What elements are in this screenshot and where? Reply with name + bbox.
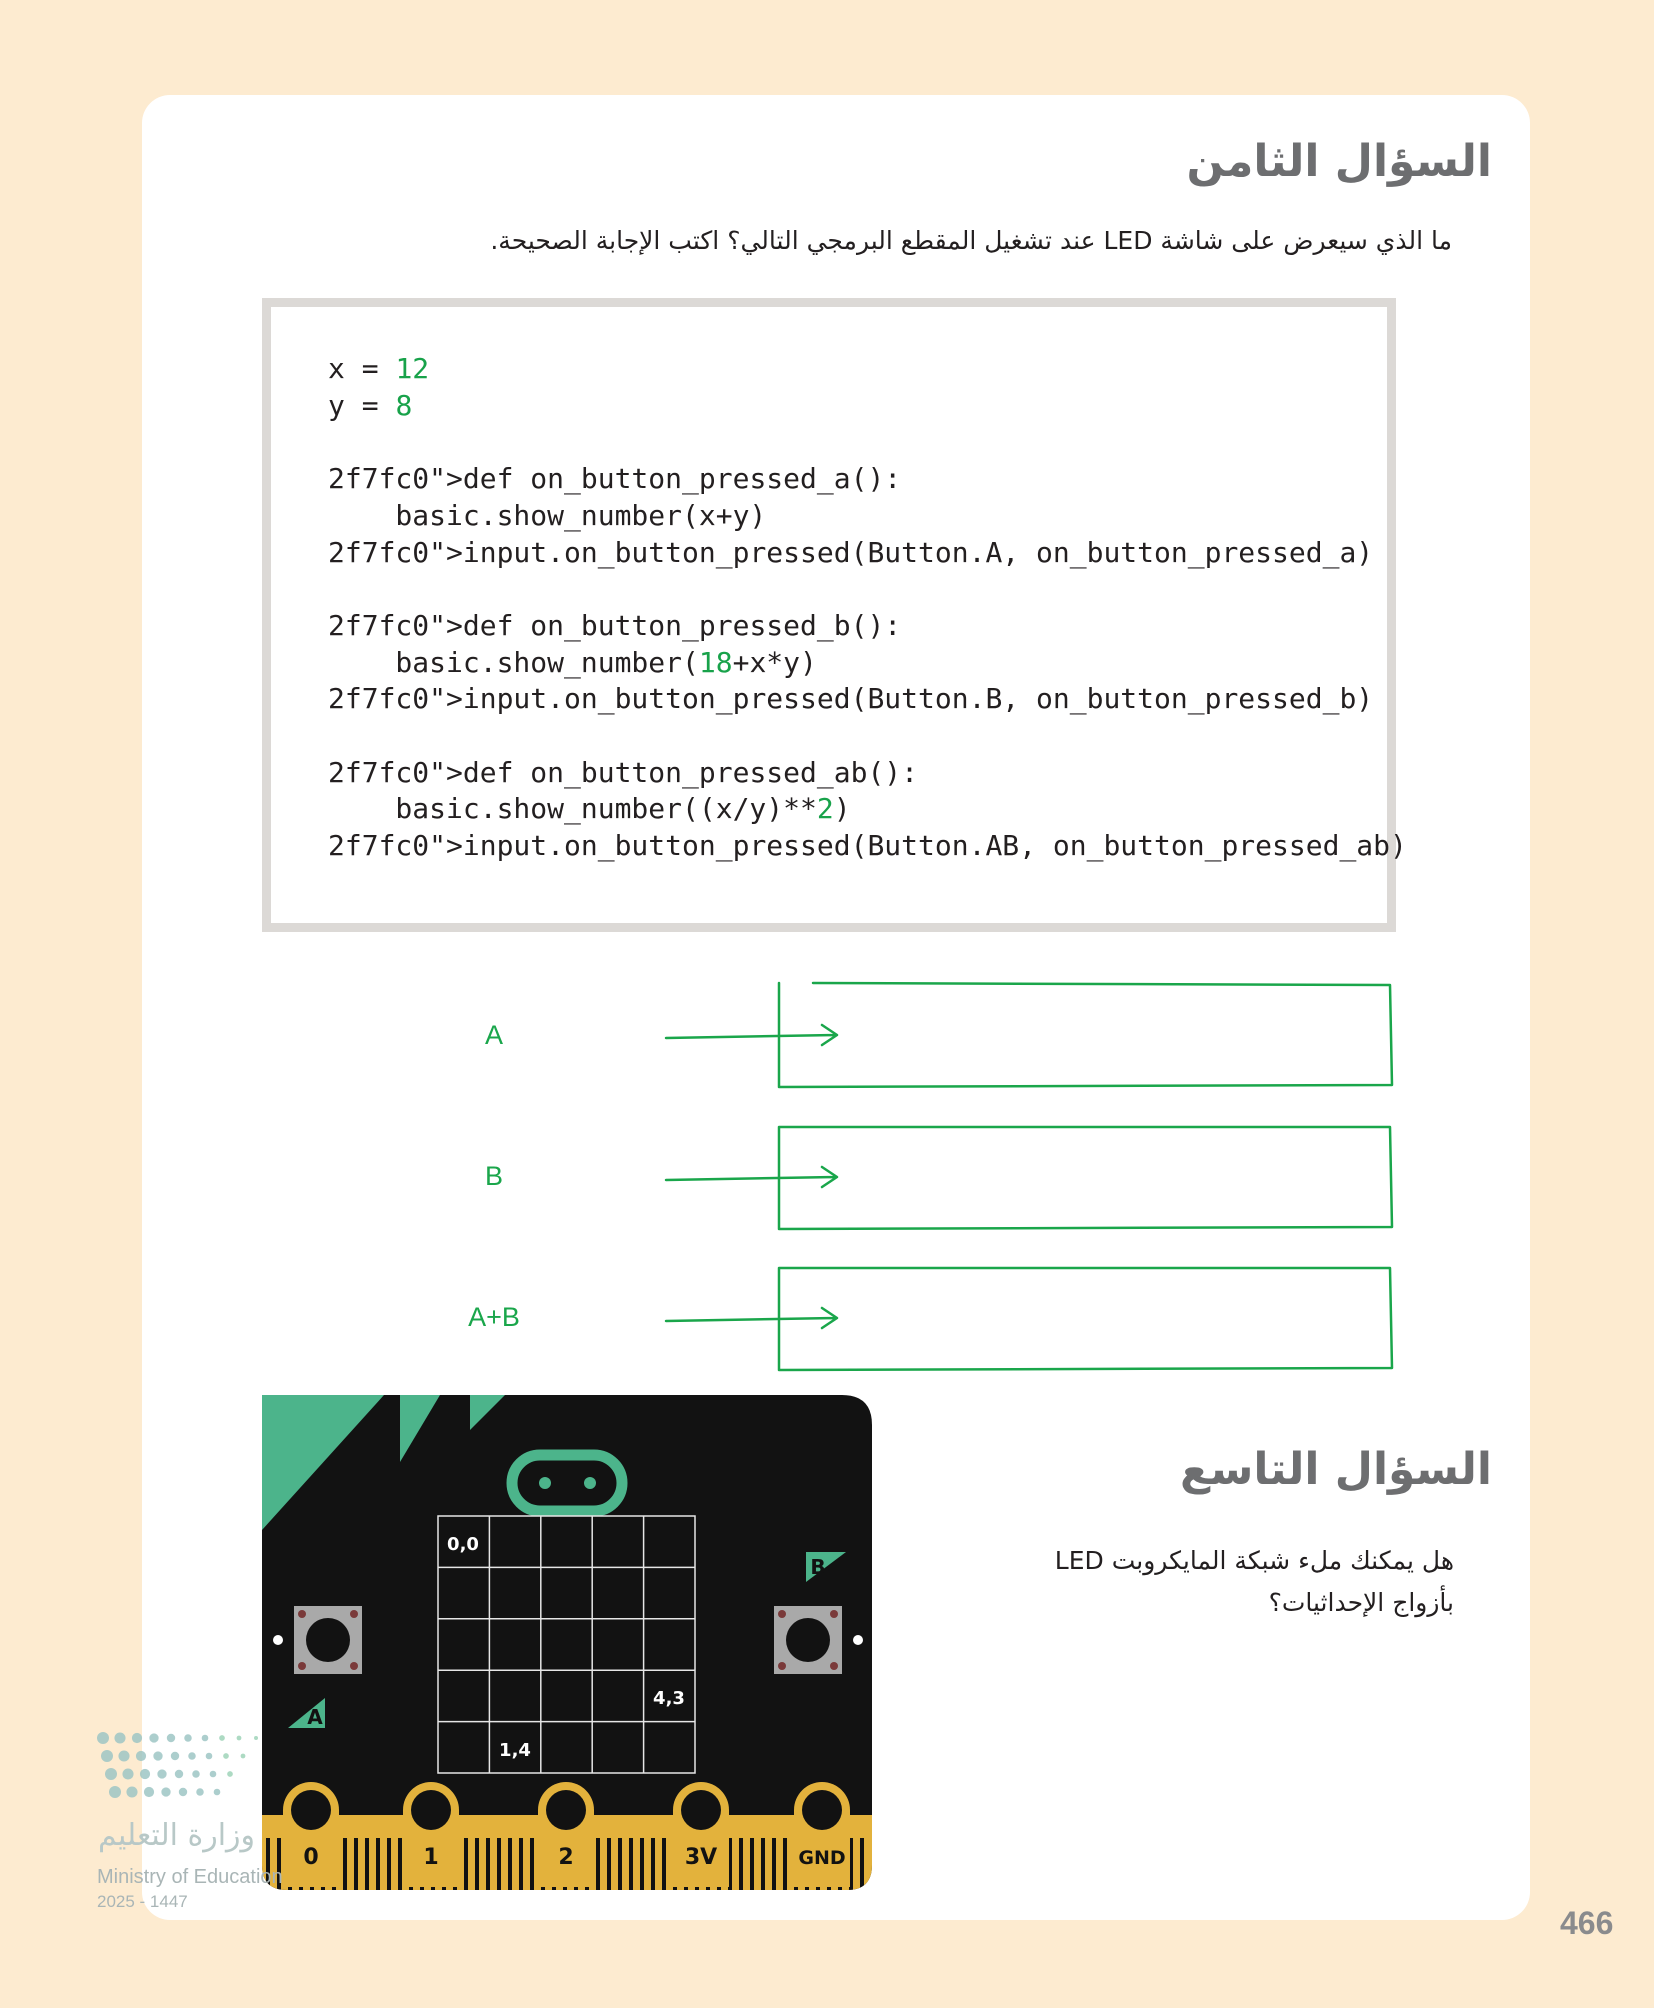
button-b-label: B bbox=[810, 1555, 826, 1579]
question-9-line-2: بأزواج الإحداثيات؟ bbox=[1268, 1588, 1454, 1617]
logo-dot bbox=[175, 1770, 183, 1778]
logo-dot bbox=[192, 1770, 200, 1778]
logo-dot bbox=[126, 1786, 137, 1797]
logo-dot bbox=[219, 1735, 225, 1741]
logo-dot bbox=[136, 1751, 146, 1761]
pin-label: GND bbox=[798, 1847, 846, 1869]
ministry-name-english: Ministry of Education bbox=[97, 1866, 283, 1888]
question-8-prompt: ما الذي سيعرض على شاشة LED عند تشغيل المقطع البرمجي التالي؟ اكتب الإجابة الصحيحة. bbox=[490, 226, 1452, 255]
grid-label-1-4: 1,4 bbox=[499, 1740, 531, 1761]
logo-dot bbox=[210, 1771, 217, 1778]
logo-dot bbox=[167, 1734, 175, 1742]
logo-dot bbox=[179, 1788, 187, 1796]
logo-dot bbox=[223, 1753, 229, 1759]
ministry-years: 2025 - 1447 bbox=[97, 1892, 188, 1911]
logo-dot bbox=[184, 1734, 192, 1742]
logo-dot bbox=[97, 1732, 109, 1744]
logo-dot bbox=[149, 1733, 158, 1742]
logo-dot bbox=[254, 1736, 258, 1740]
pin-label: 0 bbox=[303, 1845, 319, 1870]
logo-dot bbox=[132, 1733, 142, 1743]
code-listing: x = 12 y = 8 2f7fc0">def on_button_pressed_a(): basic.show_number(x+y) 2f7fc0">input.on_button_pressed(Button.A, on_button_pressed_a) 2f7fc0">def on_button_pressed_b(): basic.show_number(18+x*y) 2f7fc0">input.on_button_pressed(Button.B, on_button_pressed_b) 2f7fc0">def on_button_pressed_ab(): basic.show_number((x/y)**2) 2f7fc0">input.on_button_pressed(Button.AB, on_button_pressed_ab) bbox=[328, 352, 1407, 863]
logo-dot bbox=[101, 1750, 113, 1762]
logo-dot bbox=[171, 1752, 179, 1760]
logo-dot bbox=[188, 1752, 196, 1760]
pin-label: 2 bbox=[558, 1845, 574, 1870]
logo-dot bbox=[144, 1787, 154, 1797]
logo-dot bbox=[206, 1753, 213, 1760]
logo-dot bbox=[122, 1768, 133, 1779]
logo-dot bbox=[153, 1751, 162, 1760]
logo-dot bbox=[109, 1786, 121, 1798]
pin-label: 3V bbox=[684, 1845, 718, 1870]
answer-label-b: B bbox=[484, 1161, 503, 1191]
logo-dot bbox=[214, 1789, 221, 1796]
logo-dot bbox=[118, 1750, 129, 1761]
logo-dot bbox=[196, 1788, 204, 1796]
logo-dot bbox=[105, 1768, 117, 1780]
logo-dot bbox=[237, 1736, 242, 1741]
logo-dot bbox=[202, 1735, 209, 1742]
answer-label-ab: A+B bbox=[468, 1302, 520, 1332]
question-9-title: السؤال التاسع bbox=[1180, 1444, 1492, 1495]
question-8-title: السؤال الثامن bbox=[1186, 136, 1492, 187]
logo-dot bbox=[161, 1787, 170, 1796]
logo-dot bbox=[227, 1771, 233, 1777]
ministry-name-arabic: وزارة التعليم bbox=[98, 1818, 256, 1853]
answer-label-a: A bbox=[484, 1020, 503, 1050]
grid-label-0-0: 0,0 bbox=[447, 1534, 479, 1555]
pin-label: 1 bbox=[423, 1845, 439, 1870]
button-a-label: A bbox=[307, 1705, 323, 1729]
page-number: 466 bbox=[1560, 1905, 1614, 1941]
question-9-line-1: هل يمكنك ملء شبكة المايكروبت LED bbox=[1054, 1546, 1454, 1575]
logo-dot bbox=[157, 1769, 166, 1778]
logo-dot bbox=[241, 1754, 246, 1759]
grid-label-4-3: 4,3 bbox=[653, 1688, 685, 1709]
logo-dot bbox=[114, 1732, 125, 1743]
logo-dot bbox=[140, 1769, 150, 1779]
